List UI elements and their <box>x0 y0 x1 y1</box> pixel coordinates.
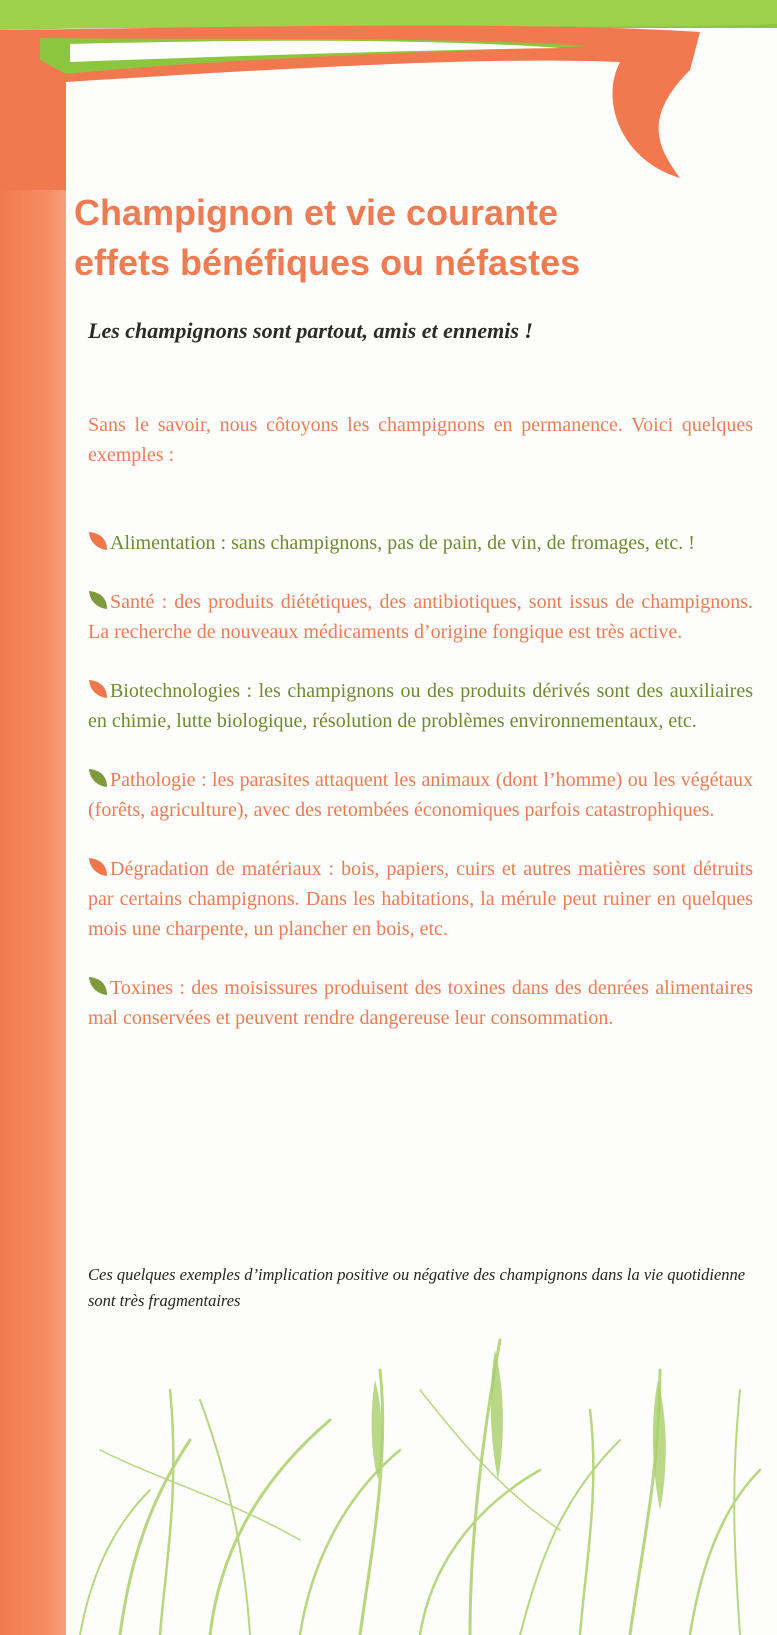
title-line-1: Champignon et vie courante <box>74 192 559 233</box>
list-item-text: Biotechnologies : les champignons ou des produits dérivés sont des auxiliaires en chimie, lutte biologique, résolution de problèmes environnementaux, etc. <box>88 680 753 732</box>
list-item <box>88 676 753 736</box>
list-item <box>88 587 753 647</box>
intro-paragraph: Sans le savoir, nous côtoyons les champignons en permanence. Voici quelques exemples : <box>88 414 753 466</box>
list-item-text: Santé : des produits diététiques, des antibiotiques, sont issus de champignons. La recherche de nouveaux médicaments d’origine fongique est très active. <box>88 591 753 643</box>
list-item-text: Toxines : des moisissures produisent des toxines dans des denrées alimentaires mal conservées et peuvent rendre dangereuse leur consommation. <box>88 977 753 1029</box>
list-item <box>88 765 753 825</box>
leaf-icon <box>88 679 108 699</box>
leaf-icon <box>88 590 108 610</box>
list-item-text: Pathologie : les parasites attaquent les animaux (dont l’homme) ou les végétaux (forêts, agriculture), avec des retombées économiques parfois catastrophiques. <box>88 769 753 821</box>
list-item-text: Dégradation de matériaux : bois, papiers, cuirs et autres matières sont détruits par certains champignons. Dans les habitations, la mérule peut ruiner en quelques mois une charpente, un plancher en bois, etc. <box>88 858 753 940</box>
examples-list <box>88 528 753 1033</box>
list-item <box>88 854 753 944</box>
leaf-icon <box>88 768 108 788</box>
list-item <box>88 973 753 1033</box>
leaf-icon <box>88 857 108 877</box>
leaf-icon <box>88 531 108 551</box>
page-title <box>74 188 764 288</box>
list-item <box>88 528 753 558</box>
closing-note: Ces quelques exemples d’implication positive ou négative des champignons dans la vie quotidienne sont très fragmentaires <box>88 1265 746 1310</box>
subtitle: Les champignons sont partout, amis et ennemis ! <box>88 318 533 343</box>
leaf-icon <box>88 976 108 996</box>
grass-illustration <box>0 1330 777 1635</box>
title-line-2: effets bénéfiques ou néfastes <box>74 242 581 283</box>
list-item-text: Alimentation : sans champignons, pas de pain, de vin, de fromages, etc. ! <box>110 532 695 554</box>
top-swoosh-decoration <box>0 0 777 190</box>
